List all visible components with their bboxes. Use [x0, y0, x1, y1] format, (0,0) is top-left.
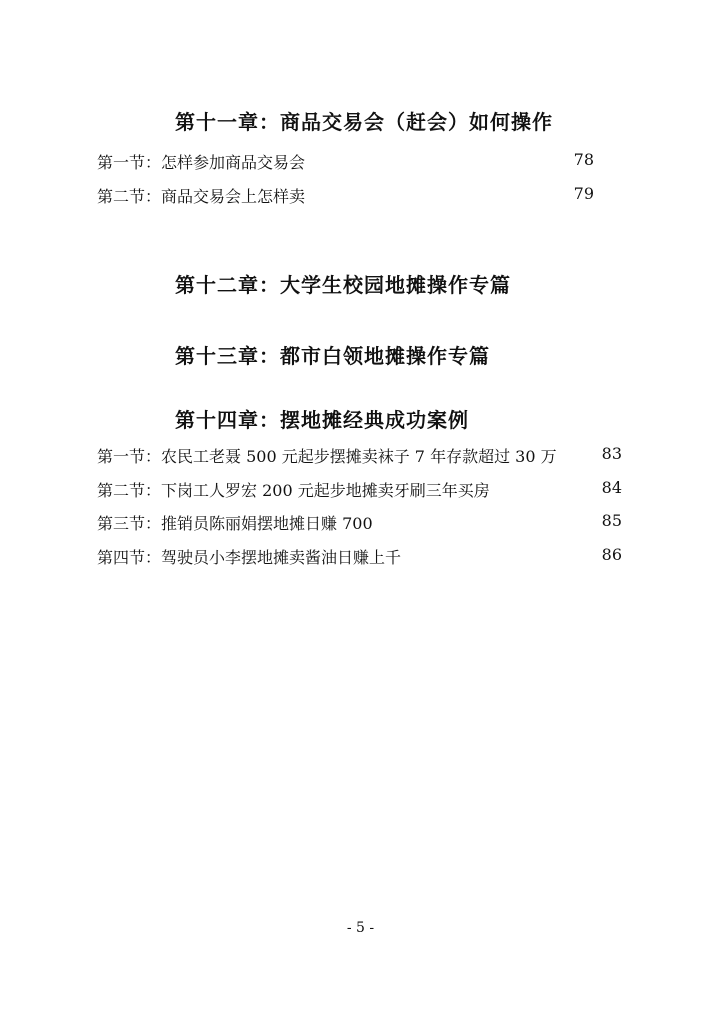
toc-entry-label: 第二节：下岗工人罗宏 200 元起步地摊卖牙刷三年买房	[97, 481, 490, 500]
toc-entry[interactable]	[97, 545, 622, 567]
chapter-11-title: 第十一章：商品交易会（赶会）如何操作	[175, 110, 553, 134]
toc-entry-label: 第一节：怎样参加商品交易会	[97, 153, 306, 172]
toc-entry[interactable]	[97, 444, 622, 466]
toc-entry[interactable]	[97, 150, 594, 172]
chapter-13-title: 第十三章：都市白领地摊操作专篇	[175, 344, 490, 368]
page-number: - 5 -	[346, 920, 375, 936]
toc-entry-page: 85	[601, 511, 622, 530]
toc-entry-page: 84	[601, 478, 622, 497]
chapter-12-title: 第十二章：大学生校园地摊操作专篇	[175, 273, 511, 297]
toc-entry[interactable]	[97, 511, 622, 533]
toc-entry-label: 第一节：农民工老聂 500 元起步摆摊卖袜子 7 年存款超过 30 万	[97, 447, 557, 466]
toc-entry-label: 第二节：商品交易会上怎样卖	[97, 187, 306, 206]
toc-entry-label: 第四节：驾驶员小李摆地摊卖酱油日赚上千	[97, 548, 402, 567]
toc-entry-page: 86	[601, 545, 622, 564]
chapter-14-title: 第十四章：摆地摊经典成功案例	[175, 408, 469, 432]
toc-entry-label: 第三节：推销员陈丽娟摆地摊日赚 700	[97, 514, 373, 533]
toc-entry-page: 79	[573, 184, 594, 203]
toc-entry-page: 83	[601, 444, 622, 463]
toc-entry[interactable]	[97, 184, 594, 206]
toc-entry[interactable]	[97, 478, 622, 500]
toc-entry-page: 78	[573, 150, 594, 169]
